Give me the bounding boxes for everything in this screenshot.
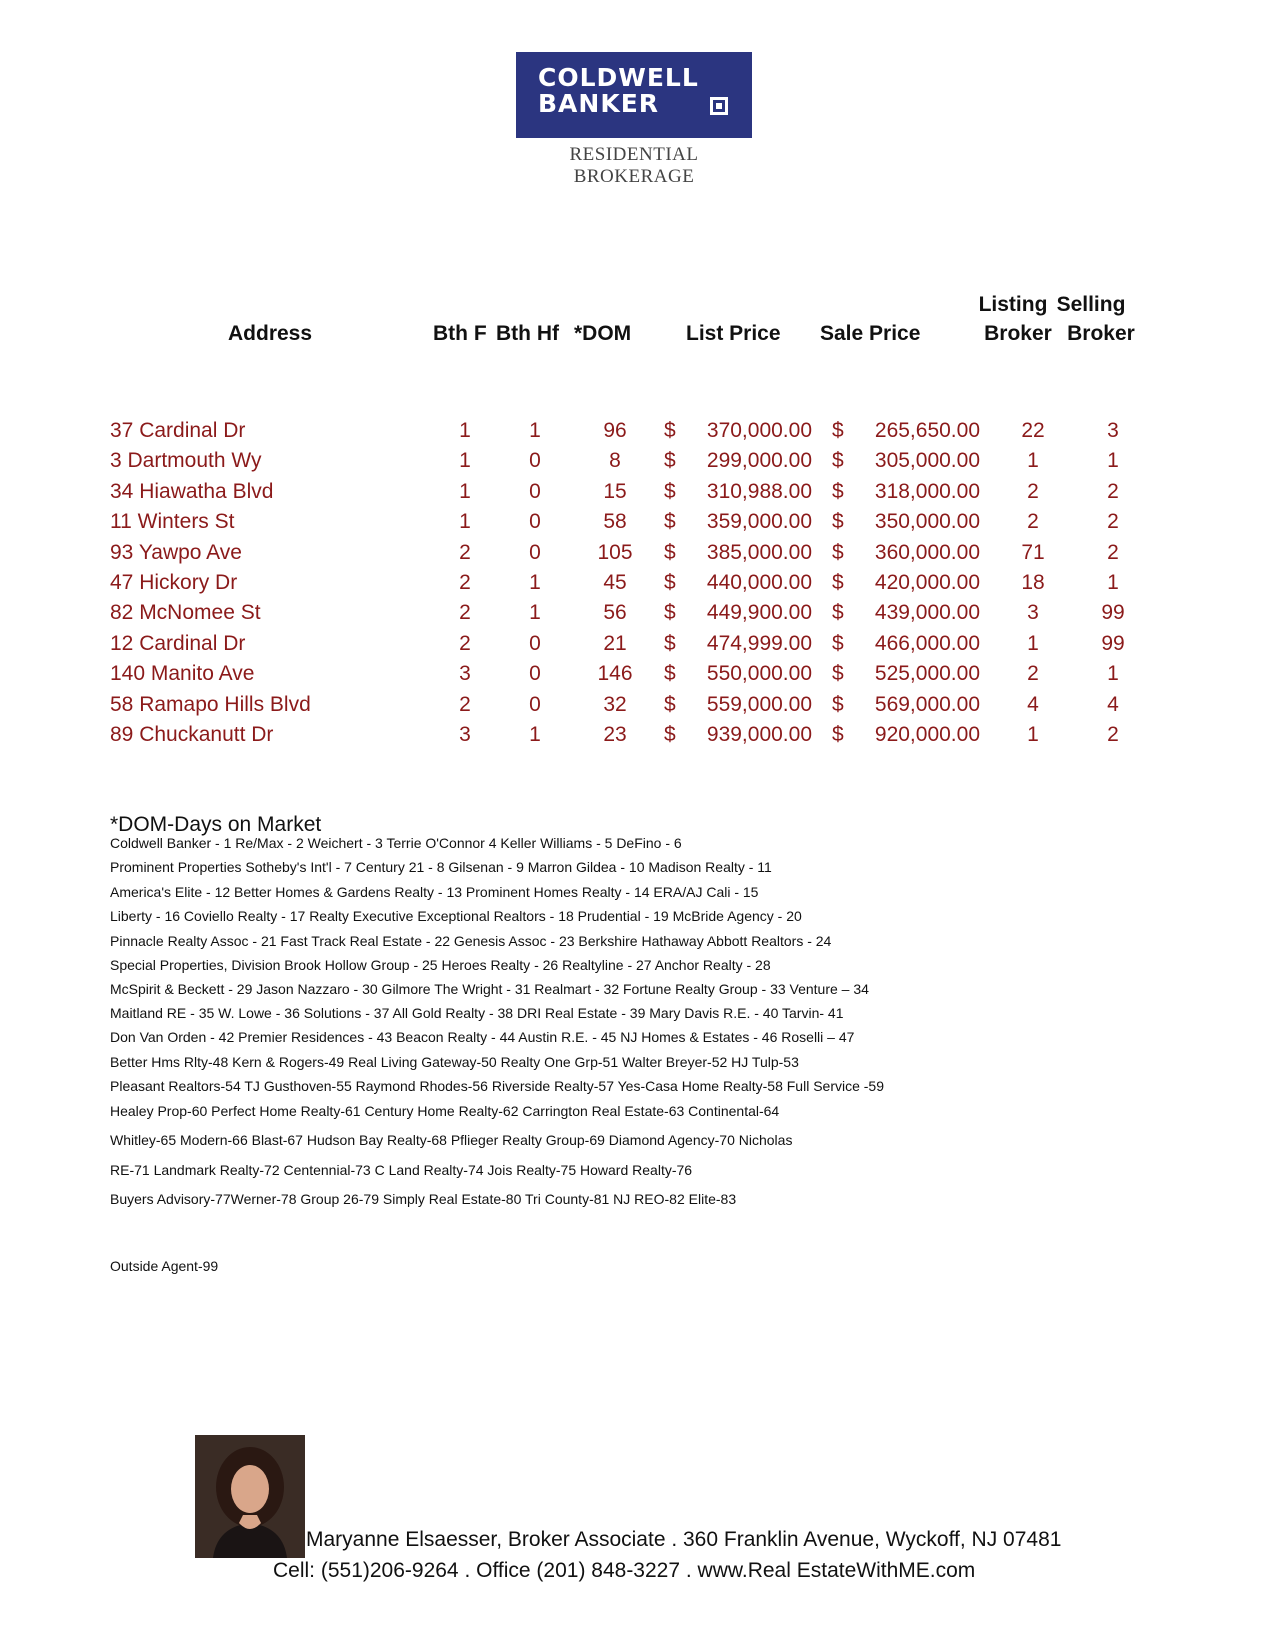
cell-address: 37 Cardinal Dr [110, 419, 246, 442]
cell-list-price: 559,000.00 [706, 692, 812, 716]
cell-list-price: 474,999.00 [706, 631, 812, 655]
cell-bth-hf: 1 [529, 570, 541, 594]
cell-sale-price: 305,000.00 [874, 449, 980, 473]
table-row [0, 507, 1275, 537]
cell-bth-f: 1 [459, 449, 471, 473]
legend-line: Special Properties, Division Brook Hollow Group - 25 Heroes Realty - 26 Realtyline - 27 Anchor Realty - 28 [110, 957, 771, 973]
legend-line: Don Van Orden - 42 Premier Residences - 43 Beacon Realty - 44 Austin R.E. - 45 NJ Homes & Estates - 46 Roselli – 47 [110, 1029, 855, 1045]
cell-bth-f: 3 [459, 662, 471, 686]
cell-list-currency: $ [664, 540, 676, 564]
logo-line-1: COLDWELL [538, 63, 699, 92]
cell-list-price: 385,000.00 [706, 540, 812, 564]
cell-sale-price: 350,000.00 [874, 510, 980, 534]
header-list-price: List Price [686, 322, 781, 345]
cell-sale-currency: $ [832, 692, 844, 716]
legend-line: Prominent Properties Sotheby's Int'l - 7 Century 21 - 8 Gilsenan - 9 Marron Gildea - 10 Madison Realty - 11 [110, 859, 772, 875]
cell-selling-broker: 4 [1107, 692, 1119, 716]
cell-address: 3 Dartmouth Wy [110, 449, 262, 473]
table-row [0, 538, 1275, 568]
cell-listing-broker: 2 [1027, 662, 1039, 686]
cell-list-currency: $ [664, 601, 676, 625]
cell-sale-price: 920,000.00 [874, 722, 980, 746]
legend-line: McSpirit & Beckett - 29 Jason Nazzaro - 30 Gilmore The Wright - 31 Realmart - 32 Fortune Realty Group - 33 Venture – 34 [110, 981, 869, 997]
cell-dom: 23 [603, 722, 627, 746]
logo-subtitle: RESIDENTIAL BROKERAGE [569, 144, 699, 187]
dom-legend-title: *DOM-Days on Market [110, 813, 322, 836]
legend-line: Whitley-65 Modern-66 Blast-67 Hudson Bay Realty-68 Pflieger Realty Group-69 Diamond Agency-70 Nicholas [110, 1132, 793, 1148]
cell-selling-broker: 1 [1107, 662, 1119, 686]
cell-bth-hf: 0 [529, 662, 541, 686]
table-row [0, 598, 1275, 628]
table-row [0, 659, 1275, 689]
table-row [0, 446, 1275, 476]
legend-line: Buyers Advisory-77Werner-78 Group 26-79 Simply Real Estate-80 Tri County-81 NJ REO-82 Elite-83 [110, 1191, 737, 1207]
cell-bth-hf: 0 [529, 449, 541, 473]
cell-bth-hf: 1 [529, 722, 541, 746]
cell-dom: 58 [603, 510, 627, 534]
cell-address: 12 Cardinal Dr [110, 631, 246, 655]
cell-dom: 45 [603, 570, 627, 594]
cell-dom: 8 [609, 449, 621, 473]
cell-selling-broker: 2 [1107, 479, 1119, 503]
cell-sale-currency: $ [832, 510, 844, 534]
cell-dom: 96 [603, 419, 627, 442]
cell-sale-price: 525,000.00 [874, 662, 980, 686]
cell-sale-currency: $ [832, 449, 844, 473]
cell-sale-currency: $ [832, 540, 844, 564]
cell-bth-f: 1 [459, 479, 471, 503]
cell-listing-broker: 1 [1027, 722, 1039, 746]
cell-address: 47 Hickory Dr [110, 570, 238, 594]
cell-bth-f: 2 [459, 692, 471, 716]
cell-listing-broker: 22 [1021, 419, 1045, 442]
outside-agent-note: Outside Agent-99 [110, 1258, 219, 1274]
cell-list-price: 449,900.00 [706, 601, 812, 625]
cell-bth-f: 1 [459, 510, 471, 534]
cell-dom: 15 [603, 479, 627, 503]
cell-bth-f: 2 [459, 631, 471, 655]
header-sale-price: Sale Price [820, 322, 921, 345]
cell-list-currency: $ [664, 722, 676, 746]
cell-selling-broker: 1 [1107, 570, 1119, 594]
cell-address: 34 Hiawatha Blvd [110, 479, 274, 503]
cell-list-price: 310,988.00 [706, 479, 812, 503]
cell-bth-hf: 0 [529, 540, 541, 564]
cell-address: 140 Manito Ave [110, 662, 255, 686]
legend-line: America's Elite - 12 Better Homes & Gardens Realty - 13 Prominent Homes Realty - 14 ERA/AJ Cali - 15 [110, 884, 759, 900]
logo-badge [516, 52, 752, 138]
header-bth-hf: Bth Hf [496, 322, 559, 345]
cell-selling-broker: 2 [1107, 540, 1119, 564]
sales-table-body [0, 416, 1275, 750]
cell-selling-broker: 1 [1107, 449, 1119, 473]
cell-bth-f: 3 [459, 722, 471, 746]
legend-line: Pleasant Realtors-54 TJ Gusthoven-55 Raymond Rhodes-56 Riverside Realty-57 Yes-Casa Home Realty-58 Full Service -59 [110, 1078, 884, 1094]
cell-list-price: 370,000.00 [706, 419, 812, 442]
table-row [0, 477, 1275, 507]
cell-sale-currency: $ [832, 631, 844, 655]
cell-listing-broker: 1 [1027, 631, 1039, 655]
cell-address: 89 Chuckanutt Dr [110, 722, 274, 746]
cell-dom: 21 [603, 631, 627, 655]
legend-line: Coldwell Banker - 1 Re/Max - 2 Weichert - 3 Terrie O'Connor 4 Keller Williams - 5 DeFino - 6 [110, 835, 682, 851]
cell-bth-hf: 0 [529, 631, 541, 655]
cell-dom: 32 [603, 692, 627, 716]
cell-sale-price: 318,000.00 [874, 479, 980, 503]
cell-bth-hf: 0 [529, 510, 541, 534]
cell-selling-broker: 99 [1101, 631, 1125, 655]
cell-sale-price: 439,000.00 [874, 601, 980, 625]
cell-selling-broker: 3 [1107, 419, 1119, 442]
agent-photo [195, 1435, 305, 1558]
footer-contact: Cell: (551)206-9264 . Office (201) 848-3227 . www.Real EstateWithME.com [273, 1559, 976, 1582]
cell-dom: 56 [603, 601, 627, 625]
legend-line: Liberty - 16 Coviello Realty - 17 Realty Executive Exceptional Realtors - 18 Prudential - 19 McBride Agency - 20 [110, 908, 802, 924]
table-row [0, 416, 1275, 446]
table-row [0, 629, 1275, 659]
cell-address: 82 McNomee St [110, 601, 261, 625]
footer-agent-address: Maryanne Elsaesser, Broker Associate . 360 Franklin Avenue, Wyckoff, NJ 07481 [306, 1528, 1062, 1551]
cell-sale-price: 420,000.00 [874, 570, 980, 594]
cell-list-price: 550,000.00 [706, 662, 812, 686]
cell-list-currency: $ [664, 419, 676, 442]
cell-sale-price: 466,000.00 [874, 631, 980, 655]
cell-selling-broker: 2 [1107, 510, 1119, 534]
logo-square-icon [710, 97, 728, 115]
cell-address: 93 Yawpo Ave [110, 540, 242, 564]
cell-bth-hf: 0 [529, 479, 541, 503]
cell-selling-broker: 2 [1107, 722, 1119, 746]
cell-listing-broker: 1 [1027, 449, 1039, 473]
cell-list-currency: $ [664, 662, 676, 686]
legend-line: Healey Prop-60 Perfect Home Realty-61 Century Home Realty-62 Carrington Real Estate-63 Continental-64 [110, 1103, 780, 1119]
cell-sale-currency: $ [832, 722, 844, 746]
legend-line: RE-71 Landmark Realty-72 Centennial-73 C Land Realty-74 Jois Realty-75 Howard Realty-76 [110, 1162, 693, 1178]
cell-listing-broker: 3 [1027, 601, 1039, 625]
cell-listing-broker: 2 [1027, 479, 1039, 503]
cell-list-currency: $ [664, 631, 676, 655]
cell-sale-price: 360,000.00 [874, 540, 980, 564]
cell-listing-broker: 71 [1021, 540, 1045, 564]
header-dom: *DOM [574, 322, 632, 345]
cell-list-currency: $ [664, 692, 676, 716]
cell-listing-broker: 2 [1027, 510, 1039, 534]
legend-line: Pinnacle Realty Assoc - 21 Fast Track Real Estate - 22 Genesis Assoc - 23 Berkshire Hathaway Abbott Realtors - 24 [110, 933, 832, 949]
cell-dom: 146 [597, 662, 633, 686]
logo-line-2: BANKER [538, 89, 660, 118]
header-bth-f: Bth F [433, 322, 487, 345]
cell-selling-broker: 99 [1101, 601, 1125, 625]
cell-list-price: 299,000.00 [706, 449, 812, 473]
cell-sale-currency: $ [832, 419, 844, 442]
cell-dom: 105 [597, 540, 633, 564]
cell-bth-f: 2 [459, 601, 471, 625]
cell-bth-f: 2 [459, 570, 471, 594]
cell-listing-broker: 4 [1027, 692, 1039, 716]
cell-list-currency: $ [664, 570, 676, 594]
header-address: Address [228, 322, 313, 345]
coldwell-banker-logo [516, 52, 756, 188]
cell-sale-currency: $ [832, 570, 844, 594]
cell-sale-currency: $ [832, 479, 844, 503]
cell-listing-broker: 18 [1021, 570, 1045, 594]
cell-bth-hf: 1 [529, 419, 541, 442]
cell-bth-f: 1 [459, 419, 471, 442]
cell-list-price: 440,000.00 [706, 570, 812, 594]
cell-sale-price: 265,650.00 [874, 419, 980, 442]
table-row [0, 690, 1275, 720]
header-selling-broker-line2: Broker [1067, 322, 1135, 345]
cell-list-price: 939,000.00 [706, 722, 812, 746]
cell-address: 58 Ramapo Hills Blvd [110, 692, 311, 716]
cell-list-price: 359,000.00 [706, 510, 812, 534]
cell-list-currency: $ [664, 510, 676, 534]
cell-list-currency: $ [664, 449, 676, 473]
cell-sale-price: 569,000.00 [874, 692, 980, 716]
cell-sale-currency: $ [832, 662, 844, 686]
cell-sale-currency: $ [832, 601, 844, 625]
cell-list-currency: $ [664, 479, 676, 503]
table-row [0, 720, 1275, 750]
cell-bth-hf: 0 [529, 692, 541, 716]
legend-line: Maitland RE - 35 W. Lowe - 36 Solutions - 37 All Gold Realty - 38 DRI Real Estate - 39 Mary Davis R.E. - 40 Tarvin- 41 [110, 1005, 844, 1021]
table-row [0, 568, 1275, 598]
header-listing-broker-line2: Broker [984, 322, 1052, 345]
header-selling-broker-line1: Selling [1056, 293, 1126, 316]
legend-line: Better Hms Rlty-48 Kern & Rogers-49 Real Living Gateway-50 Realty One Grp-51 Walter Breyer-52 HJ Tulp-53 [110, 1054, 799, 1070]
cell-bth-hf: 1 [529, 601, 541, 625]
cell-address: 11 Winters St [110, 510, 235, 534]
cell-bth-f: 2 [459, 540, 471, 564]
header-listing-broker-line1: Listing [978, 293, 1048, 316]
